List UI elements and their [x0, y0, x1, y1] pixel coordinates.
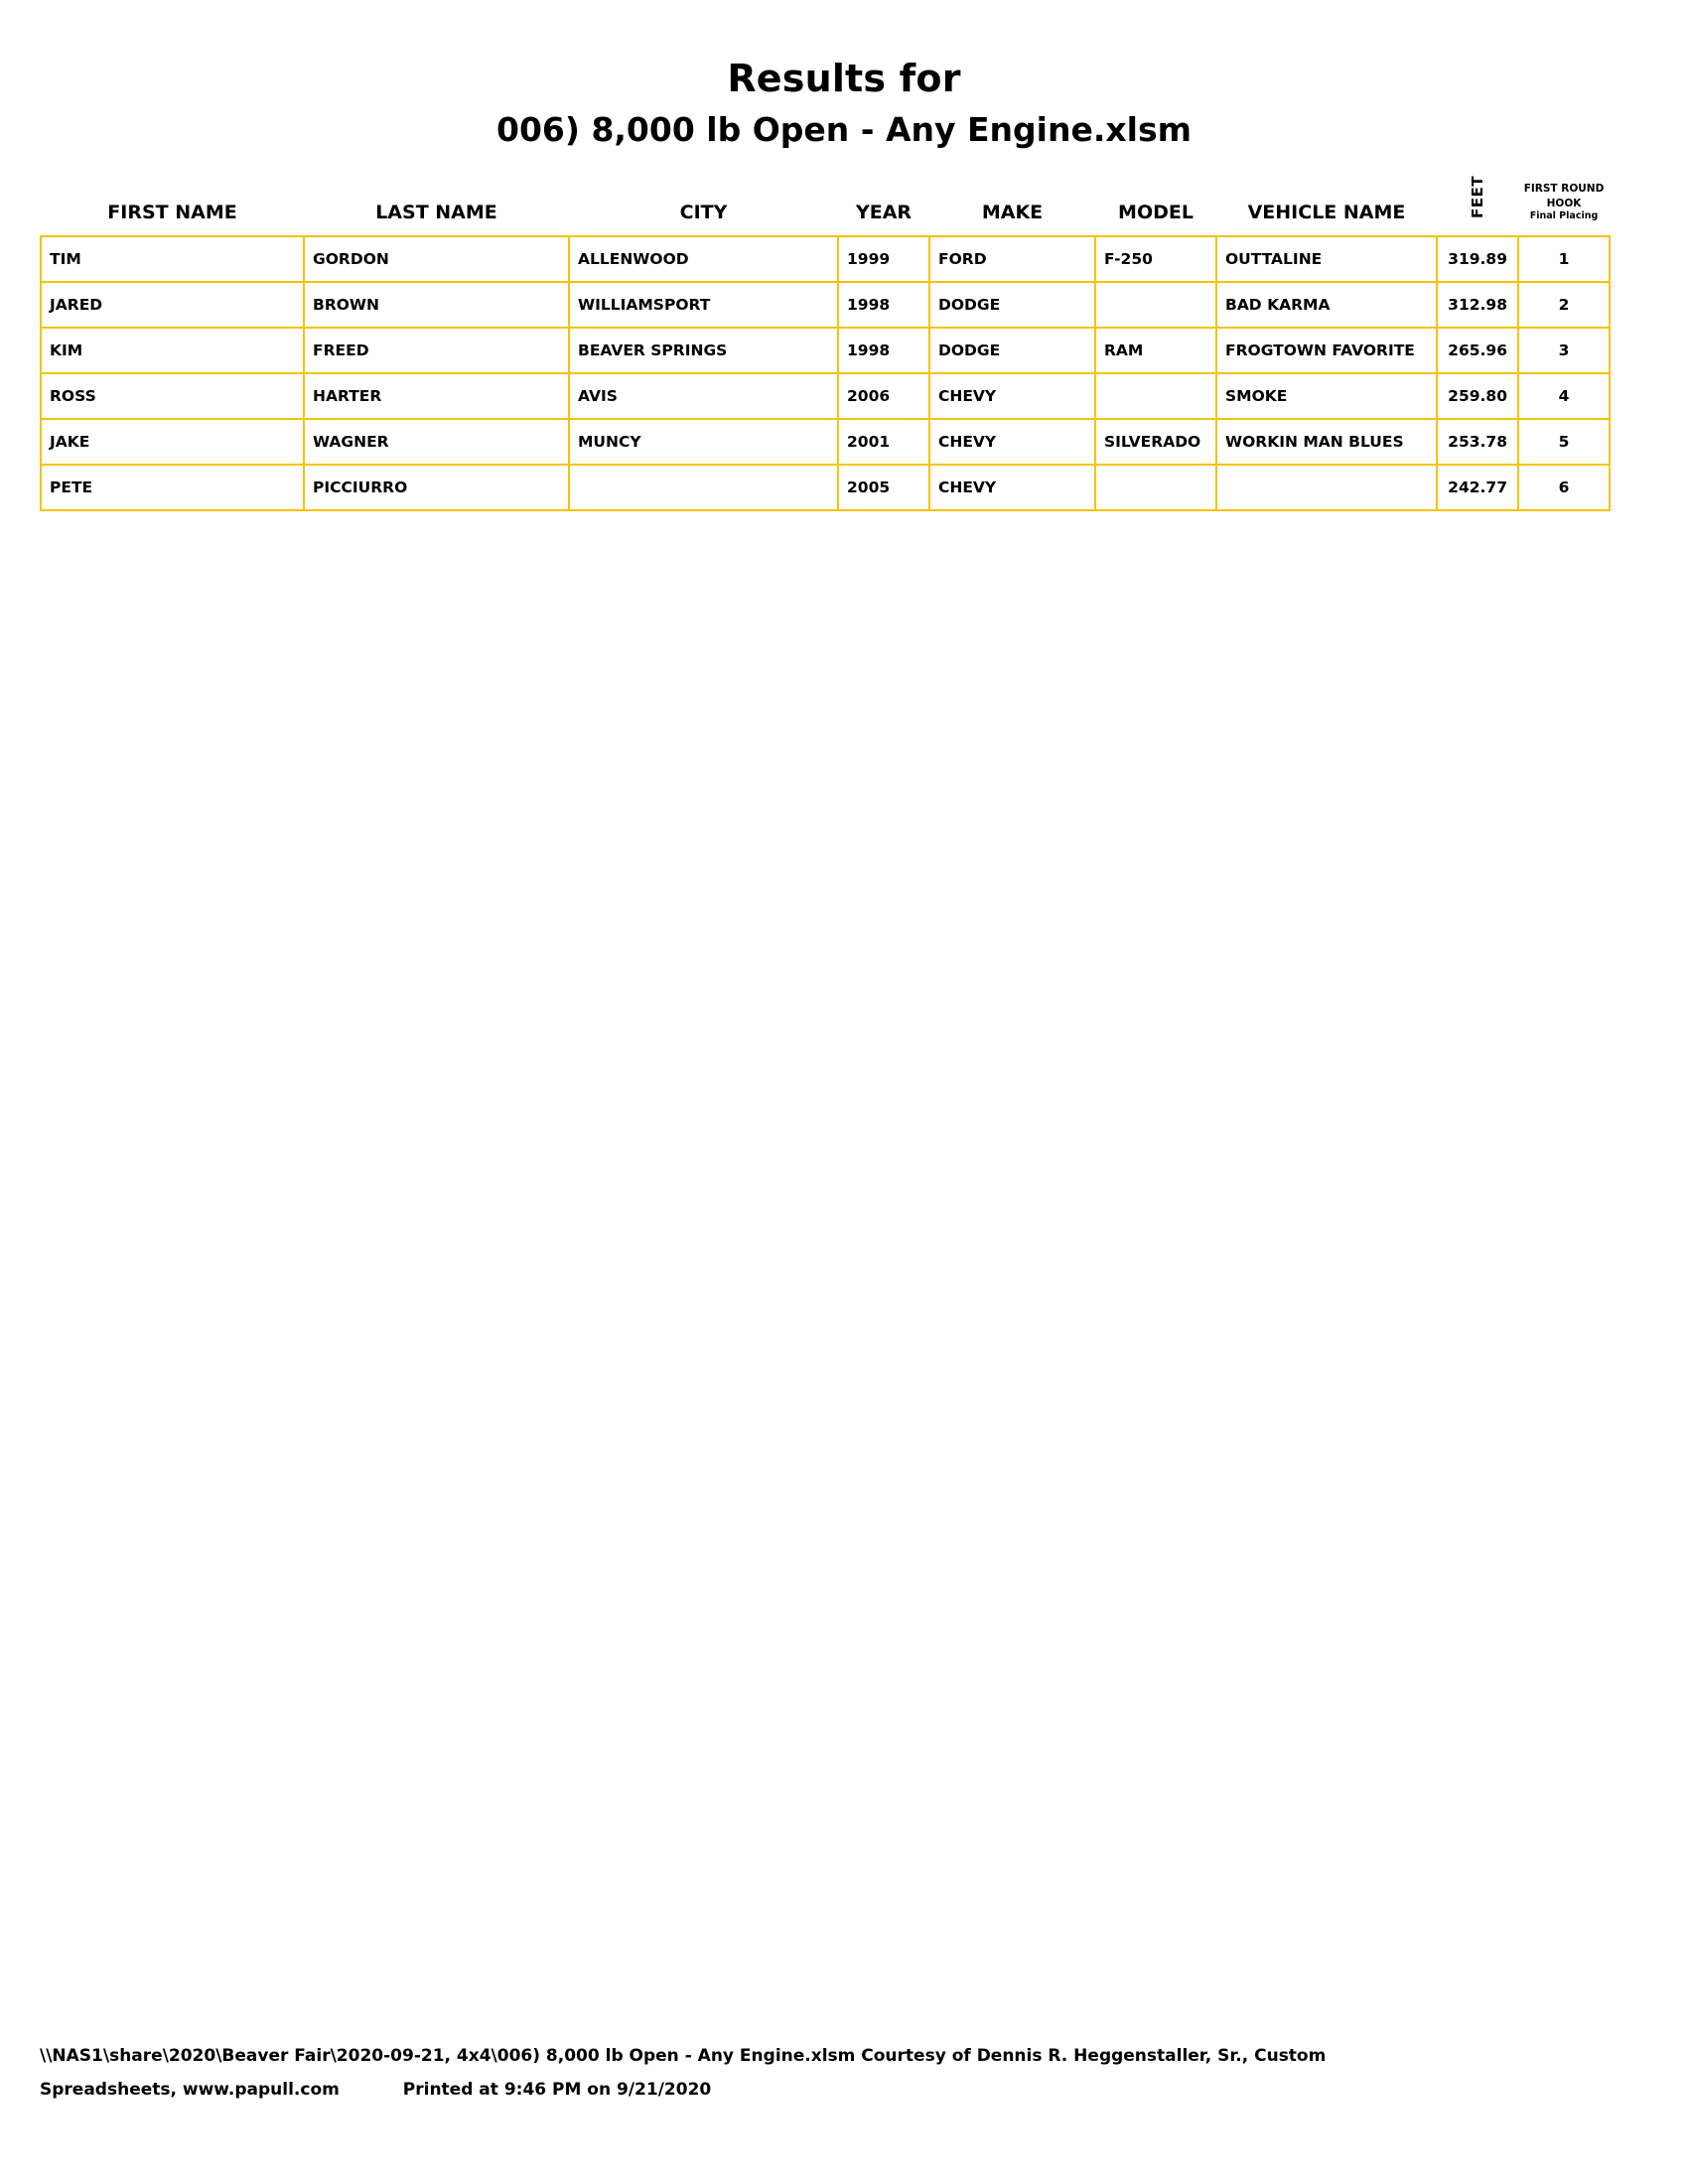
cell-last-name: HARTER — [304, 373, 569, 419]
cell-model: F-250 — [1095, 236, 1216, 282]
cell-year: 2006 — [838, 373, 929, 419]
round-header-line-3: Final Placing — [1529, 209, 1599, 221]
cell-model — [1095, 373, 1216, 419]
column-header-make: MAKE — [981, 201, 1044, 223]
footer-spreadsheets: Spreadsheets, www.papull.com — [40, 2080, 340, 2100]
column-header-city: CITY — [679, 201, 728, 223]
table-row — [41, 282, 1610, 328]
footer-printed-timestamp: Printed at 9:46 PM on 9/21/2020 — [402, 2080, 712, 2100]
results-table-container — [40, 174, 1648, 511]
cell-placing: 1 — [1518, 236, 1610, 282]
cell-feet: 253.78 — [1437, 419, 1518, 465]
cell-first-name: TIM — [41, 236, 304, 282]
cell-last-name: WAGNER — [304, 419, 569, 465]
cell-city — [569, 465, 838, 510]
cell-vehicle-name: WORKIN MAN BLUES — [1216, 419, 1437, 465]
cell-city: MUNCY — [569, 419, 838, 465]
table-row — [41, 465, 1610, 510]
cell-make: CHEVY — [929, 465, 1095, 510]
cell-model — [1095, 282, 1216, 328]
cell-city: AVIS — [569, 373, 838, 419]
cell-first-name: ROSS — [41, 373, 304, 419]
title-line-2: 006) 8,000 lb Open - Any Engine.xlsm — [495, 109, 1192, 149]
cell-vehicle-name: SMOKE — [1216, 373, 1437, 419]
cell-placing: 5 — [1518, 419, 1610, 465]
cell-year: 1998 — [838, 328, 929, 373]
footer-path-credit: \\NAS1\share\2020\Beaver Fair\2020-09-21, 4x4\006) 8,000 lb Open - Any Engine.xlsm Courtesy of Dennis R. Heggenstaller, Sr., Custom — [40, 2046, 1327, 2066]
cell-feet: 319.89 — [1437, 236, 1518, 282]
cell-make: CHEVY — [929, 419, 1095, 465]
cell-last-name: PICCIURRO — [304, 465, 569, 510]
cell-placing: 2 — [1518, 282, 1610, 328]
cell-feet: 242.77 — [1437, 465, 1518, 510]
table-body — [41, 236, 1610, 510]
page-title — [0, 58, 1688, 152]
cell-vehicle-name: BAD KARMA — [1216, 282, 1437, 328]
column-header-first-round-hook — [1518, 174, 1610, 236]
cell-city: ALLENWOOD — [569, 236, 838, 282]
cell-first-name: PETE — [41, 465, 304, 510]
column-header-first-name: FIRST NAME — [107, 201, 237, 223]
cell-vehicle-name — [1216, 465, 1437, 510]
table-row — [41, 373, 1610, 419]
title-line-1: Results for — [727, 57, 961, 100]
cell-make: CHEVY — [929, 373, 1095, 419]
header-row — [41, 174, 1610, 236]
table-row — [41, 419, 1610, 465]
cell-placing: 4 — [1518, 373, 1610, 419]
round-header-line-2: HOOK — [1546, 197, 1582, 209]
cell-model — [1095, 465, 1216, 510]
table-row — [41, 236, 1610, 282]
cell-model: SILVERADO — [1095, 419, 1216, 465]
cell-feet: 265.96 — [1437, 328, 1518, 373]
cell-year: 2005 — [838, 465, 929, 510]
footer-second-line — [40, 2073, 1628, 2107]
cell-make: DODGE — [929, 328, 1095, 373]
page-footer — [40, 2039, 1628, 2107]
cell-last-name: FREED — [304, 328, 569, 373]
cell-make: DODGE — [929, 282, 1095, 328]
table-row — [41, 328, 1610, 373]
cell-placing: 6 — [1518, 465, 1610, 510]
cell-feet: 259.80 — [1437, 373, 1518, 419]
column-header-year: YEAR — [855, 201, 913, 223]
column-header-vehicle-name: VEHICLE NAME — [1247, 201, 1406, 223]
cell-year: 1999 — [838, 236, 929, 282]
cell-first-name: JARED — [41, 282, 304, 328]
cell-year: 1998 — [838, 282, 929, 328]
cell-placing: 3 — [1518, 328, 1610, 373]
column-header-last-name: LAST NAME — [375, 201, 497, 223]
column-header-feet — [1437, 174, 1518, 236]
column-header-model: MODEL — [1118, 201, 1194, 223]
table-header — [41, 174, 1610, 236]
cell-vehicle-name: OUTTALINE — [1216, 236, 1437, 282]
cell-city: WILLIAMSPORT — [569, 282, 838, 328]
round-header-line-1: FIRST ROUND — [1523, 183, 1605, 196]
cell-first-name: JAKE — [41, 419, 304, 465]
cell-model: RAM — [1095, 328, 1216, 373]
cell-first-name: KIM — [41, 328, 304, 373]
cell-last-name: GORDON — [304, 236, 569, 282]
cell-feet: 312.98 — [1437, 282, 1518, 328]
results-table — [40, 174, 1611, 511]
cell-city: BEAVER SPRINGS — [569, 328, 838, 373]
feet-header-label: FEET — [1468, 175, 1486, 218]
cell-year: 2001 — [838, 419, 929, 465]
cell-vehicle-name: FROGTOWN FAVORITE — [1216, 328, 1437, 373]
cell-make: FORD — [929, 236, 1095, 282]
cell-last-name: BROWN — [304, 282, 569, 328]
